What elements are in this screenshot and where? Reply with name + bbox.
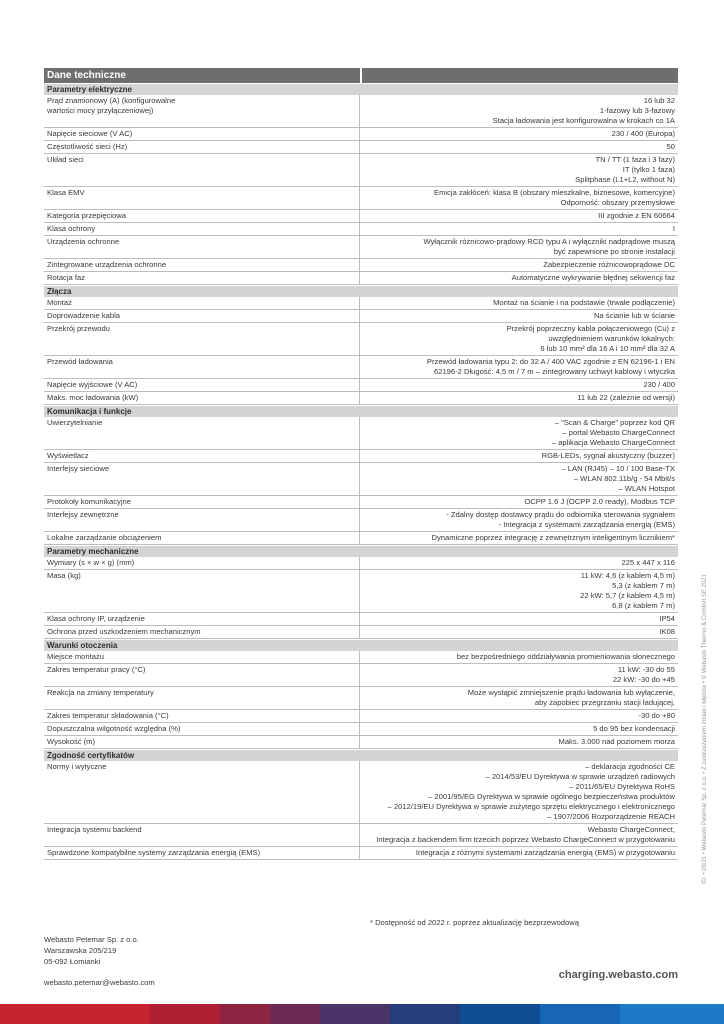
website-link[interactable]: charging.webasto.com	[558, 969, 678, 981]
spec-row	[44, 570, 678, 613]
stripe-segment	[460, 1004, 540, 1024]
spec-value: Emicja zakłóceń: klasa B (obszary mieszkalne, biznesowe, komercyjne) Odporność: obszary przemysłowe	[434, 188, 675, 207]
spec-label: Napięcie wyjściowe (V AC)	[44, 379, 360, 391]
spec-label: Zintegrowane urządzenia ochronne	[44, 259, 360, 271]
spec-row	[44, 141, 678, 154]
spec-row	[44, 236, 678, 259]
company-address	[44, 934, 139, 967]
spec-value: 16 lub 32 1-fazowy lub 3-fazowy Stacja ładowania jest konfigurowalna w krokach co 1A	[492, 96, 675, 125]
spec-row	[44, 323, 678, 356]
spec-label: Urządzenia ochronne	[44, 236, 360, 258]
company-street: Warszawska 205/219	[44, 946, 117, 955]
spec-row	[44, 532, 678, 545]
spec-label: Lokalne zarządzanie obciążeniem	[44, 532, 360, 544]
stripe-segment	[390, 1004, 460, 1024]
spec-row	[44, 664, 678, 687]
stripe-segment	[150, 1004, 220, 1024]
section-heading: Parametry elektryczne	[44, 83, 678, 95]
spec-label: Dopuszczalna wilgotność względna (%)	[44, 723, 360, 735]
spec-value: 11 lub 22 (zależnie od wersji)	[577, 393, 675, 402]
stripe-segment	[620, 1004, 724, 1024]
spec-value: – LAN (RJ45) – 10 / 100 Base-TX – WLAN 802.11b/g - 54 Mbit/s – WLAN Hotspot	[561, 464, 675, 493]
spec-label: Uwierzytelnianie	[44, 417, 360, 449]
brand-color-stripe	[0, 1004, 724, 1024]
spec-label: Wymiary (s × w × g) (mm)	[44, 557, 360, 569]
spec-label: Przekrój przewodu	[44, 323, 360, 355]
spec-value: 230 / 400	[643, 380, 675, 389]
section-heading: Komunikacja i funkcje	[44, 405, 678, 417]
spec-value: Przekrój poprzeczny kabla połączeniowego (Cu) z uwzględnieniem warunków lokalnych: 6 lub 10 mm² dla 16 A i 10 mm² dla 32 A	[506, 324, 675, 353]
spec-row	[44, 223, 678, 236]
spec-value: -30 do +80	[638, 711, 675, 720]
spec-label: Interfejsy sieciowe	[44, 463, 360, 495]
spec-value: bez bezpośredniego oddziaływania promieniowania słonecznego	[456, 652, 675, 661]
spec-row	[44, 761, 678, 824]
spec-value: Na ścianie lub w ścianie	[593, 311, 675, 320]
spec-row	[44, 687, 678, 710]
spec-value: Może wystąpić zmniejszenie prądu ładowania lub wyłączenie, aby zapobiec przegrzaniu stacji ładującej.	[467, 688, 675, 707]
spec-row	[44, 710, 678, 723]
spec-row	[44, 272, 678, 285]
spec-row	[44, 128, 678, 141]
spec-value: 225 x 447 x 116	[621, 558, 675, 567]
spec-label: Klasa ochrony	[44, 223, 360, 235]
spec-row	[44, 210, 678, 223]
spec-value: RGB-LEDs, sygnał akustyczny (buzzer)	[541, 451, 675, 460]
spec-row	[44, 557, 678, 570]
spec-value: IK08	[659, 627, 675, 636]
spec-value: - Zdalny dostęp dostawcy prądu do odbiornika sterowania sygnałem - Integracja z systemami zarządzania energią (EMS)	[446, 510, 675, 529]
spec-label: Integracja systemu backend	[44, 824, 360, 846]
spec-label: Normy i wytyczne	[44, 761, 360, 823]
spec-label: Masa (kg)	[44, 570, 360, 612]
spec-label: Układ sieci	[44, 154, 360, 186]
spec-sheet	[44, 68, 678, 860]
spec-row	[44, 379, 678, 392]
spec-label: Sprawdzone kompatybilne systemy zarządzania energią (EMS)	[44, 847, 360, 859]
section-heading: Złącza	[44, 285, 678, 297]
spec-row	[44, 356, 678, 379]
spec-label: Zakres temperatur pracy (°C)	[44, 664, 360, 686]
spec-row	[44, 496, 678, 509]
company-name: Webasto Petemar Sp. z o.o.	[44, 935, 139, 944]
spec-value: Dynamiczne poprzez integrację z zewnętrznym inteligentnym licznikiem*	[431, 533, 675, 542]
spec-value: OCPP 1.6 J (OCPP 2.0 ready), Modbus TCP	[524, 497, 675, 506]
spec-row	[44, 450, 678, 463]
spec-value: Przewód ładowania typu 2: do 32 A / 400 VAC zgodnie z EN 62196-1 i EN 62196-2 Długość: 4,5 m / 7 m – zintegrowany uchwyt kablowy i wtyczka	[426, 357, 675, 376]
section-heading: Zgodność certyfikatów	[44, 749, 678, 761]
spec-value: IP54	[659, 614, 675, 623]
spec-value: Automatyczne wykrywanie błędnej sekwencji faz	[511, 273, 675, 282]
spec-value: Wyłącznik różnicowo-prądowy RCD typu A i wyłączniki nadprądowe muszą być zapewnione po stronie instalacji	[423, 237, 675, 256]
spec-row	[44, 392, 678, 405]
spec-row	[44, 736, 678, 749]
spec-title-row	[44, 68, 678, 83]
spec-value: Webasto ChargeConnect, Integracja z backendem firm trzecich poprzez Webasto ChargeConnect w przygotowaniu	[376, 825, 675, 844]
spec-row	[44, 613, 678, 626]
side-legal-note: ID: • 09/21 • Webasto Petemar Sp. z o.o. • Z zastrzeżeniem zmian i błędów • © Webasto Thermo & Comfort SE 2021	[702, 574, 708, 884]
spec-value: TN / TT (1 faza i 3 fazy) IT (tylko 1 faza) Splitphase (L1+L2, without N)	[575, 155, 675, 184]
spec-row	[44, 417, 678, 450]
stripe-segment	[320, 1004, 390, 1024]
spec-row	[44, 297, 678, 310]
spec-label: Kategoria przepięciowa	[44, 210, 360, 222]
spec-row	[44, 847, 678, 860]
spec-sections	[44, 83, 678, 860]
spec-label: Częstotliwość sieci (Hz)	[44, 141, 360, 153]
spec-value: – "Scan & Charge" poprzez kod QR – portal Webasto ChargeConnect – aplikacja Webasto ChargeConnect	[551, 418, 675, 447]
spec-row	[44, 463, 678, 496]
stripe-segment	[270, 1004, 320, 1024]
spec-value: 50	[666, 142, 675, 151]
spec-row	[44, 626, 678, 639]
stripe-segment	[540, 1004, 620, 1024]
spec-label: Zakres temperatur składowania (°C)	[44, 710, 360, 722]
spec-label: Interfejsy zewnętrzne	[44, 509, 360, 531]
spec-value: I	[672, 224, 675, 233]
spec-value: 5 do 95 bez kondensacji	[593, 724, 675, 733]
spec-row	[44, 509, 678, 532]
spec-label: Ochrona przed uszkodzeniem mechanicznym	[44, 626, 360, 638]
spec-row	[44, 154, 678, 187]
spec-value: Montaż na ścianie i na podstawie (trwałe podłączenie)	[493, 298, 675, 307]
spec-value: Maks. 3.000 nad poziomem morza	[558, 737, 675, 746]
spec-row	[44, 651, 678, 664]
spec-label: Przewód ładowania	[44, 356, 360, 378]
spec-title: Dane techniczne	[44, 68, 360, 83]
section-heading: Parametry mechaniczne	[44, 545, 678, 557]
company-city: 05-092 Łomianki	[44, 957, 101, 966]
spec-label: Wysokość (m)	[44, 736, 360, 748]
spec-label: Maks. moc ładowania (kW)	[44, 392, 360, 404]
spec-label: Wyświetlacz	[44, 450, 360, 462]
spec-value: Integracja z różnymi systemami zarządzania energią (EMS) w przygotowaniu	[415, 848, 675, 857]
spec-label: Napięcie sieciowe (V AC)	[44, 128, 360, 140]
spec-label: Protokoły komunikacyjne	[44, 496, 360, 508]
spec-row	[44, 259, 678, 272]
spec-label: Miejsce montażu	[44, 651, 360, 663]
spec-label: Klasa ochrony IP, urządzenie	[44, 613, 360, 625]
spec-value: 230 / 400 (Europa)	[611, 129, 675, 138]
section-heading: Warunki otoczenia	[44, 639, 678, 651]
spec-value: 11 kW: -30 do 55 22 kW: -30 do +45	[612, 665, 675, 684]
spec-label: Prąd znamionowy (A) (konfigurowalne wartości mocy przyłączeniowej)	[44, 95, 360, 127]
spec-row	[44, 187, 678, 210]
spec-label: Doprowadzenie kabla	[44, 310, 360, 322]
spec-row	[44, 310, 678, 323]
spec-label: Montaż	[44, 297, 360, 309]
spec-value: 11 kW: 4,6 (z kablem 4,5 m) 5,3 (z kablem 7 m) 22 kW: 5,7 (z kablem 4,5 m) 6,8 (z kablem 7 m)	[580, 571, 675, 610]
spec-row	[44, 723, 678, 736]
spec-value: – deklaracja zgodności CE – 2014/53/EU Dyrektywa w sprawie urządzeń radiowych – 2011/65/EU Dyrektywa RoHS – 2001/95/EG Dyrektywa w sprawie ogólnego bezpieczeństwa produktów – 2012/19/EU Dyrektywa w sprawie zużytego sprzętu elektrycznego i elektronicznego – 1907/2006 Rozporządzenie REACH	[387, 762, 675, 821]
spec-row	[44, 824, 678, 847]
footnote: * Dostępność od 2022 r. poprzez aktualizację bezprzewodową	[370, 918, 579, 927]
stripe-segment	[0, 1004, 150, 1024]
stripe-segment	[220, 1004, 270, 1024]
spec-label: Reakcja na zmiany temperatury	[44, 687, 360, 709]
spec-label: Rotacja faz	[44, 272, 360, 284]
spec-label: Klasa EMV	[44, 187, 360, 209]
company-email-link[interactable]: webasto.petemar@webasto.com	[44, 978, 155, 987]
spec-value: Zabezpieczenie różnicowoprądowe DC	[543, 260, 675, 269]
spec-value: III zgodnie z EN 60664	[598, 211, 675, 220]
spec-row	[44, 95, 678, 128]
